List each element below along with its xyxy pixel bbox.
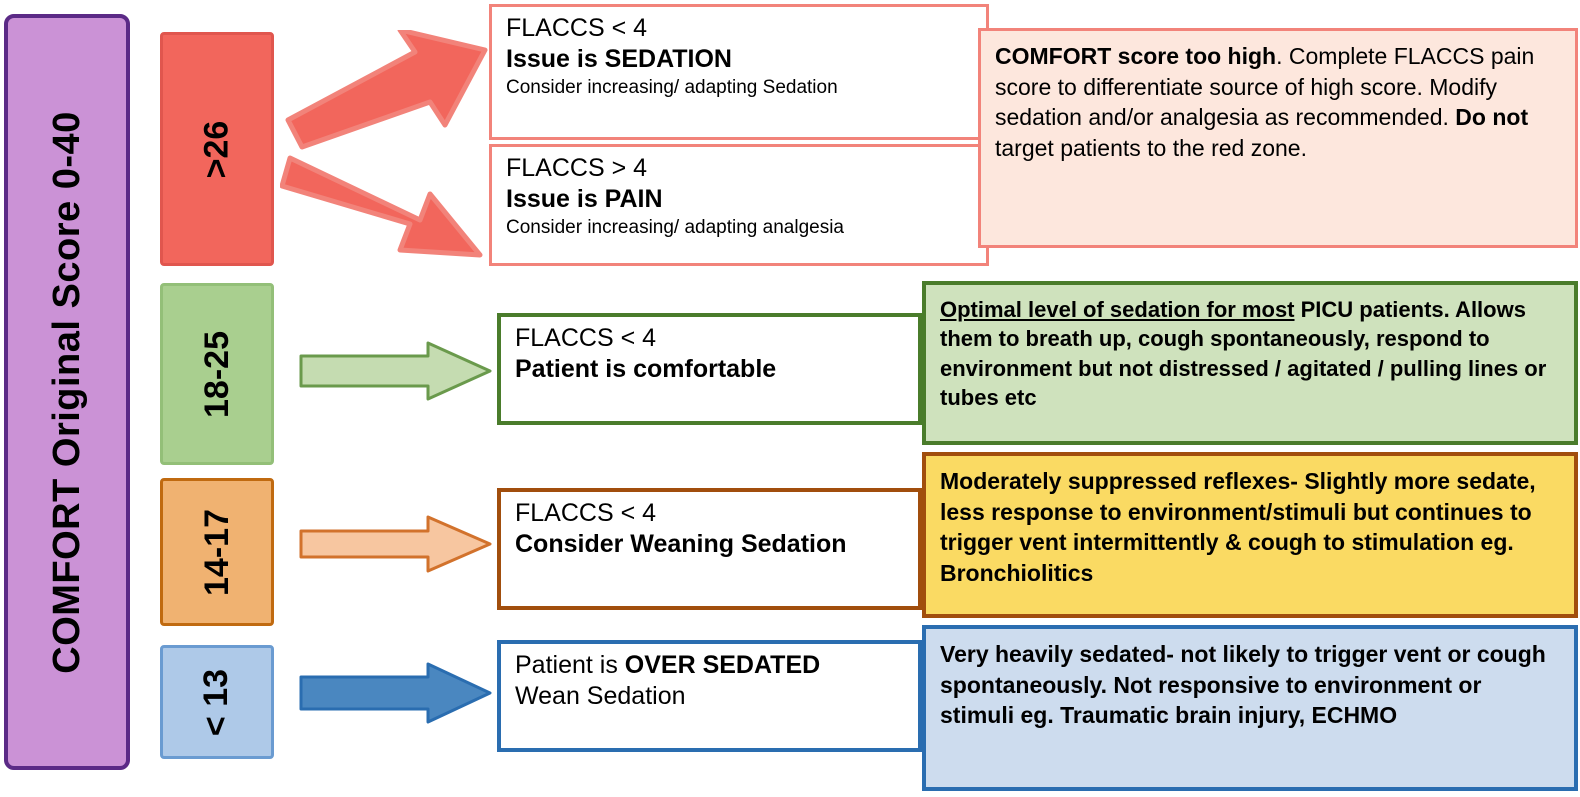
score-band-red (160, 32, 274, 266)
arrow-blue-icon (298, 662, 494, 724)
pain-issue-line: Issue is PAIN (506, 185, 663, 214)
oversedated-prefix: Patient is (515, 651, 625, 679)
sedation-advice-line: Consider increasing/ adapting Sedation (506, 76, 838, 98)
explanation-orange (922, 452, 1578, 618)
explanation-blue-text: Very heavily sedated- not likely to trigger vent or cough spontaneously. Not responsive to environment or stimuli eg. Traumatic brain injury, ECHMO (940, 641, 1546, 729)
arrow-red-up-icon (280, 30, 500, 150)
comfort-score-title-text: COMFORT Original Score 0-40 (45, 110, 88, 674)
score-band-red-label: >26 (197, 120, 236, 178)
action-box-comfortable (497, 313, 922, 425)
pain-flaccs-line: FLACCS > 4 (506, 154, 648, 182)
explanation-green-underlined: Optimal level of sedation for most (940, 297, 1295, 322)
comfortable-flaccs-line: FLACCS < 4 (515, 324, 657, 352)
action-box-sedation (489, 4, 989, 140)
action-box-wean (497, 488, 922, 610)
score-band-blue (160, 645, 274, 759)
pain-advice-line: Consider increasing/ adapting analgesia (506, 216, 845, 238)
oversedated-emphasis: OVER SEDATED (624, 651, 821, 679)
explanation-red (978, 28, 1578, 248)
oversedated-advice-line: Wean Sedation (515, 682, 686, 711)
action-box-pain (489, 144, 989, 266)
arrow-orange-icon (298, 513, 494, 575)
sedation-flaccs-line: FLACCS < 4 (506, 14, 648, 42)
score-band-orange-label: 14-17 (197, 508, 236, 596)
explanation-orange-text: Moderately suppressed reflexes- Slightly more sedate, less response to environment/stimuli but continues to trigger vent intermittently & cough to stimulation eg. Bronchiolitics (940, 468, 1536, 586)
explanation-red-text2: target patients to the red zone. (995, 134, 1307, 161)
score-band-orange (160, 478, 274, 626)
score-band-green (160, 283, 274, 465)
explanation-blue (922, 625, 1578, 791)
sedation-issue-line: Issue is SEDATION (506, 45, 732, 74)
score-band-blue-label: < 13 (197, 668, 236, 736)
oversedated-status-line (515, 650, 906, 681)
wean-flaccs-line: FLACCS < 4 (515, 499, 657, 527)
explanation-red-bold2: Do not (1455, 104, 1529, 131)
wean-status-line: Consider Weaning Sedation (515, 530, 847, 559)
explanation-green (922, 281, 1578, 445)
explanation-red-bold1: COMFORT score too high (995, 43, 1277, 69)
explanation-red-text1: . Complete FLACCS pain score to differentiate source of high score. Modify sedation and/or analgesia as recommended. (995, 43, 1535, 131)
explanation-green-text: PICU patients. Allows them to breath up, cough spontaneously, respond to environment but not distressed / agitated / pulling lines or tubes etc (940, 297, 1547, 410)
comfortable-status-line: Patient is comfortable (515, 355, 777, 384)
arrow-red-down-icon (280, 150, 500, 260)
comfort-score-title-bar (4, 14, 130, 770)
score-band-green-label: 18-25 (197, 330, 236, 418)
arrow-green-icon (298, 340, 494, 402)
action-box-oversedated (497, 640, 922, 752)
